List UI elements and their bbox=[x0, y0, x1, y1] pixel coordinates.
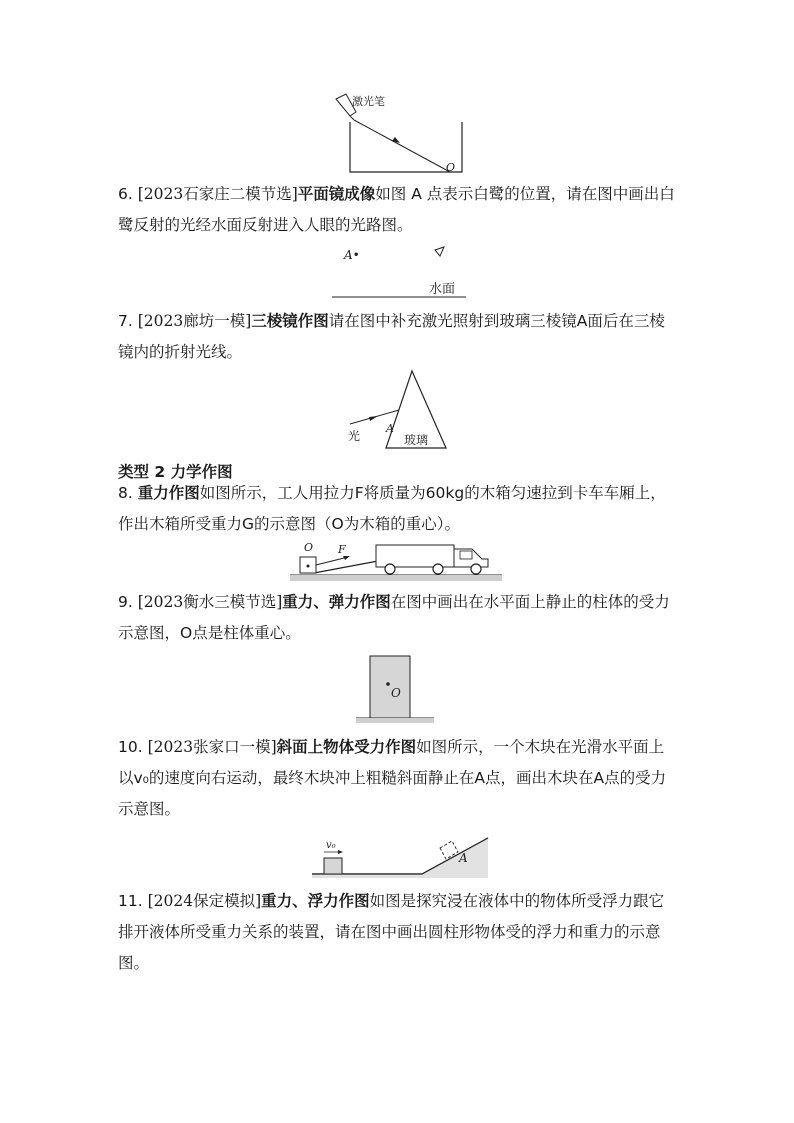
truck-icon bbox=[376, 545, 488, 574]
glass-label: 玻璃 bbox=[404, 433, 429, 447]
force-f-label: F bbox=[338, 543, 346, 556]
q11-body: 如图是探究浸在液体中的物体所受浮力跟它排开液体所受重力关系的装置，请在图中画出圆柱形物体受的浮力和重力的示意图。 bbox=[118, 892, 665, 972]
q8-number: 8. bbox=[118, 484, 133, 502]
q7-source: [2023廊坊一模] bbox=[137, 312, 252, 330]
column-body bbox=[370, 656, 410, 718]
light-label: 光 bbox=[348, 429, 361, 443]
question-11 bbox=[118, 886, 678, 979]
column-figure bbox=[356, 654, 436, 724]
q9-source: [2023衡水三模节选] bbox=[137, 593, 283, 611]
wood-block bbox=[324, 858, 342, 874]
center-o-label: O bbox=[304, 541, 314, 554]
q9-topic: 重力、弹力作图 bbox=[282, 593, 391, 611]
q7-topic: 三棱镜作图 bbox=[251, 312, 329, 330]
arrow-head-icon bbox=[343, 556, 350, 560]
force-f-arrow bbox=[316, 557, 348, 565]
q6-source: [2023石家庄二模节选] bbox=[137, 185, 298, 203]
prism-figure bbox=[344, 368, 454, 452]
q9-number: 9. bbox=[118, 593, 133, 611]
velocity-label: v₀ bbox=[326, 840, 336, 851]
ray-arrow-icon bbox=[369, 416, 378, 421]
q10-topic: 斜面上物体受力作图 bbox=[276, 738, 417, 756]
q8-body: 如图所示，工人用拉力F将质量为60kg的木箱匀速拉到卡车车厢上，作出木箱所受重力G的示意图（O为木箱的重心）。 bbox=[118, 484, 666, 533]
face-a-label: A bbox=[386, 422, 394, 435]
section-2-heading: 类型 2 力学作图 bbox=[118, 463, 233, 481]
q9-body: 在图中画出在水平面上静止的柱体的受力示意图，O点是柱体重心。 bbox=[118, 593, 670, 642]
point-o-label: O bbox=[446, 161, 456, 174]
velocity-arrow-icon bbox=[338, 850, 343, 854]
ground-hatch bbox=[290, 575, 502, 581]
water-surface-label: 水面 bbox=[429, 282, 456, 297]
q10-body: 如图所示，一个木块在光滑水平面上以v₀的速度向右运动，最终木块冲上粗糙斜面静止在A点，画出木块在A点的受力示意图。 bbox=[118, 738, 667, 818]
center-o-label: O bbox=[391, 686, 401, 700]
q7-body: 请在图中补充激光照射到玻璃三棱镜A面后在三棱镜内的折射光线。 bbox=[118, 312, 665, 361]
q7-number: 7. bbox=[118, 312, 133, 330]
question-10 bbox=[118, 732, 678, 825]
laser-container-figure bbox=[328, 92, 468, 176]
point-a-label: A• bbox=[344, 248, 360, 262]
water-surface-figure bbox=[332, 242, 466, 300]
q6-topic: 平面镜成像 bbox=[297, 185, 376, 203]
q11-number: 11. bbox=[118, 892, 143, 910]
laser-pen-label: 激光笔 bbox=[352, 95, 385, 108]
center-of-mass-dot bbox=[386, 682, 390, 686]
q11-topic: 重力、浮力作图 bbox=[261, 892, 370, 910]
laser-ray bbox=[354, 120, 450, 172]
question-9 bbox=[118, 587, 678, 649]
q8-topic: 重力作图 bbox=[137, 484, 200, 502]
question-6 bbox=[118, 179, 678, 241]
q6-body: 如图 A 点表示白鹭的位置，请在图中画出白鹭反射的光经水面反射进入人眼的光路图。 bbox=[118, 185, 675, 234]
ground-hatch bbox=[356, 718, 434, 723]
incline-figure bbox=[312, 828, 490, 880]
truck-ramp-figure bbox=[290, 537, 502, 583]
eye-icon bbox=[435, 247, 444, 256]
q10-number: 10. bbox=[118, 738, 143, 756]
center-of-mass-dot bbox=[307, 565, 310, 568]
q11-source: [2024保定模拟] bbox=[147, 892, 262, 910]
question-8 bbox=[118, 478, 678, 540]
ray-arrow-icon bbox=[392, 137, 400, 143]
q6-number: 6. bbox=[118, 185, 133, 203]
question-7 bbox=[118, 306, 678, 368]
q10-source: [2023张家口一模] bbox=[147, 738, 277, 756]
point-a-label: A bbox=[459, 851, 468, 865]
